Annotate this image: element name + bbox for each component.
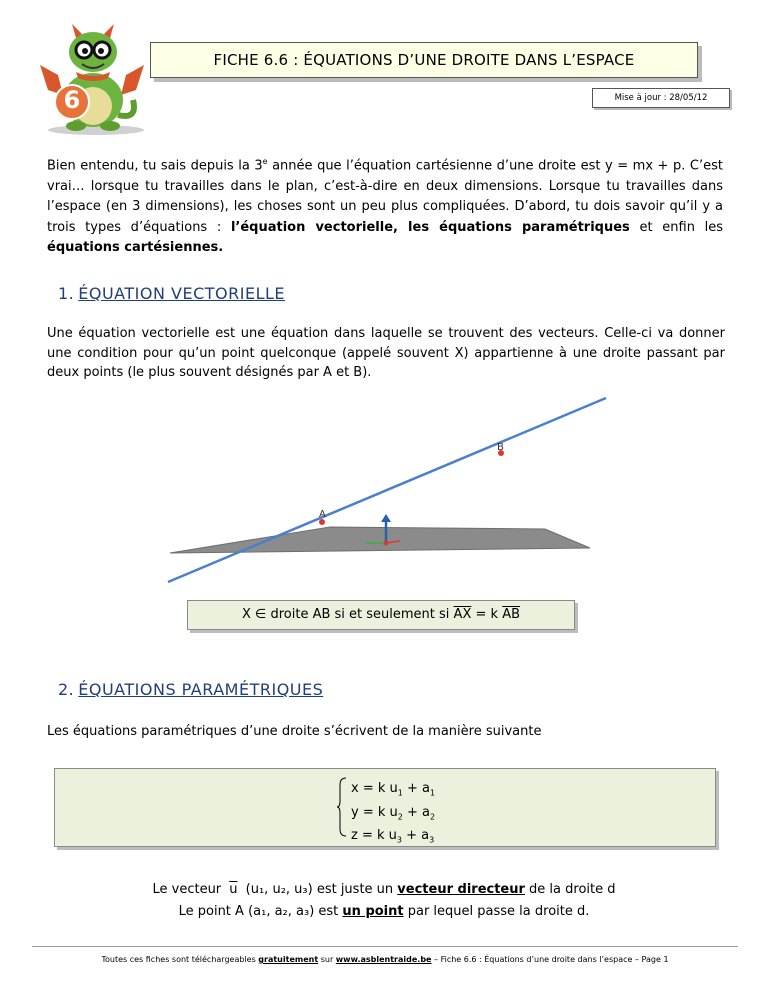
section-1-title: ÉQUATION VECTORIELLE xyxy=(78,284,285,303)
page-footer xyxy=(32,955,738,964)
update-date-text: Mise à jour : 28/05/12 xyxy=(614,93,708,103)
point-a-label: A xyxy=(319,509,326,520)
footer-website-link[interactable]: www.asblentraide.be xyxy=(335,955,432,964)
vector-u: $\overline{u}$ xyxy=(229,882,238,897)
page-title-text: FICHE 6.6 : ÉQUATIONS D’UNE DROITE DANS L’ESPACE xyxy=(213,51,635,69)
eq-x-lhs: x = k u xyxy=(351,781,398,796)
parametric-equations-box xyxy=(54,768,716,847)
eq-y-sub1: 2 xyxy=(397,812,403,822)
page-title xyxy=(150,42,698,78)
vector-equation-box xyxy=(187,600,575,630)
vector-equation xyxy=(188,601,574,629)
vector-equation-pre: X ∈ droite AB si et seulement si xyxy=(241,607,454,622)
eq-z-sub1: 3 xyxy=(396,835,402,845)
eq-x-sub1: 1 xyxy=(397,788,403,798)
section-1-heading xyxy=(58,284,285,303)
intro-text-1: Bien entendu, tu sais depuis la 3 xyxy=(47,158,263,174)
equation-y xyxy=(351,803,435,827)
footer-gratuitement: gratuitement xyxy=(258,955,319,964)
equation-x xyxy=(351,779,435,803)
left-brace xyxy=(336,777,348,837)
equation-z xyxy=(351,826,435,850)
intro-sup: e xyxy=(262,157,268,166)
eq-z-sub2: 3 xyxy=(429,835,435,845)
footer-mid: sur xyxy=(318,955,336,964)
vector-ab: $\overline{AB}$ xyxy=(502,607,520,622)
vector-equation-mid: = k xyxy=(471,607,503,622)
footer-pre: Toutes ces fiches sont téléchargeables xyxy=(101,955,259,964)
intro-bold-vectorielle: l’équation vectorielle xyxy=(230,219,394,235)
direction-line-pre: Le vecteur xyxy=(152,882,226,897)
eq-z-mid: + a xyxy=(401,828,430,844)
point-term: un point xyxy=(342,904,404,919)
point-line xyxy=(0,902,768,922)
eq-x-sub2: 1 xyxy=(429,788,436,798)
update-date xyxy=(592,88,730,108)
point-line-post: par lequel passe la droite d. xyxy=(403,904,590,919)
point-line-pre: Le point A (a₁, a₂, a₃) est xyxy=(178,904,343,919)
badge-number: 6 xyxy=(63,86,81,114)
vector-ax: $\overline{AX}$ xyxy=(453,607,472,622)
eq-y-lhs: y = k u xyxy=(351,804,398,820)
intro-sep-2: et enfin les xyxy=(629,219,724,235)
intro-text-2: année que l’équation cartésienne d’une droite est y = mx + p. C’est vrai… lorsque tu travailles dans le plan, c’est-à-dire en deux dimensions. Lorsque tu travailles dans l’espace (en 3 dimensions), les choses sont un peu plus compliquées. D’abord, tu dois savoir qu’il y a trois types d’équations : xyxy=(47,158,723,235)
direction-line-post: de la droite d xyxy=(524,882,616,897)
eq-y-sub2: 2 xyxy=(429,812,436,822)
intro-paragraph xyxy=(47,152,723,259)
direction-line-mid: (u₁, u₂, u₃) est juste un xyxy=(241,882,398,897)
plane-shape xyxy=(170,527,590,553)
parametric-equations xyxy=(351,779,435,850)
line-ab xyxy=(168,398,606,582)
section-2-title: ÉQUATIONS PARAMÉTRIQUES xyxy=(78,680,324,699)
direction-vector-line xyxy=(0,880,768,900)
section-2-number: 2. xyxy=(58,680,75,699)
eq-x-mid: + a xyxy=(402,781,430,796)
section-2-heading xyxy=(58,680,323,699)
intro-bold-cartesiennes: équations cartésiennes. xyxy=(47,240,224,256)
dragon-mascot-logo xyxy=(38,20,148,135)
section-1-text: Une équation vectorielle est une équation dans laquelle se trouvent des vecteurs. Celle-ci va donner une condition pour qu’un point quelconque (appelé souvent X) appartienne à une droite passant par deux points (le plus souvent désignés par A et B). xyxy=(47,326,725,380)
intro-bold-parametriques: les équations paramétriques xyxy=(408,219,630,235)
section-1-number: 1. xyxy=(58,284,75,303)
footer-divider xyxy=(32,946,738,947)
eq-z-lhs: z = k u xyxy=(351,828,397,844)
line-in-space-figure xyxy=(160,395,620,585)
origin-point xyxy=(384,541,389,546)
normal-vector-arrowhead xyxy=(381,514,391,522)
intro-sep-1: , xyxy=(393,219,409,235)
point-b-label: B xyxy=(497,442,504,453)
footer-post: – Fiche 6.6 : Équations d’une droite dans l’espace – Page 1 xyxy=(431,955,669,964)
eq-y-mid: + a xyxy=(402,804,430,820)
direction-vector-term: vecteur directeur xyxy=(397,882,525,897)
section-2-text: Les équations paramétriques d’une droite s’écrivent de la manière suivante xyxy=(47,724,542,739)
